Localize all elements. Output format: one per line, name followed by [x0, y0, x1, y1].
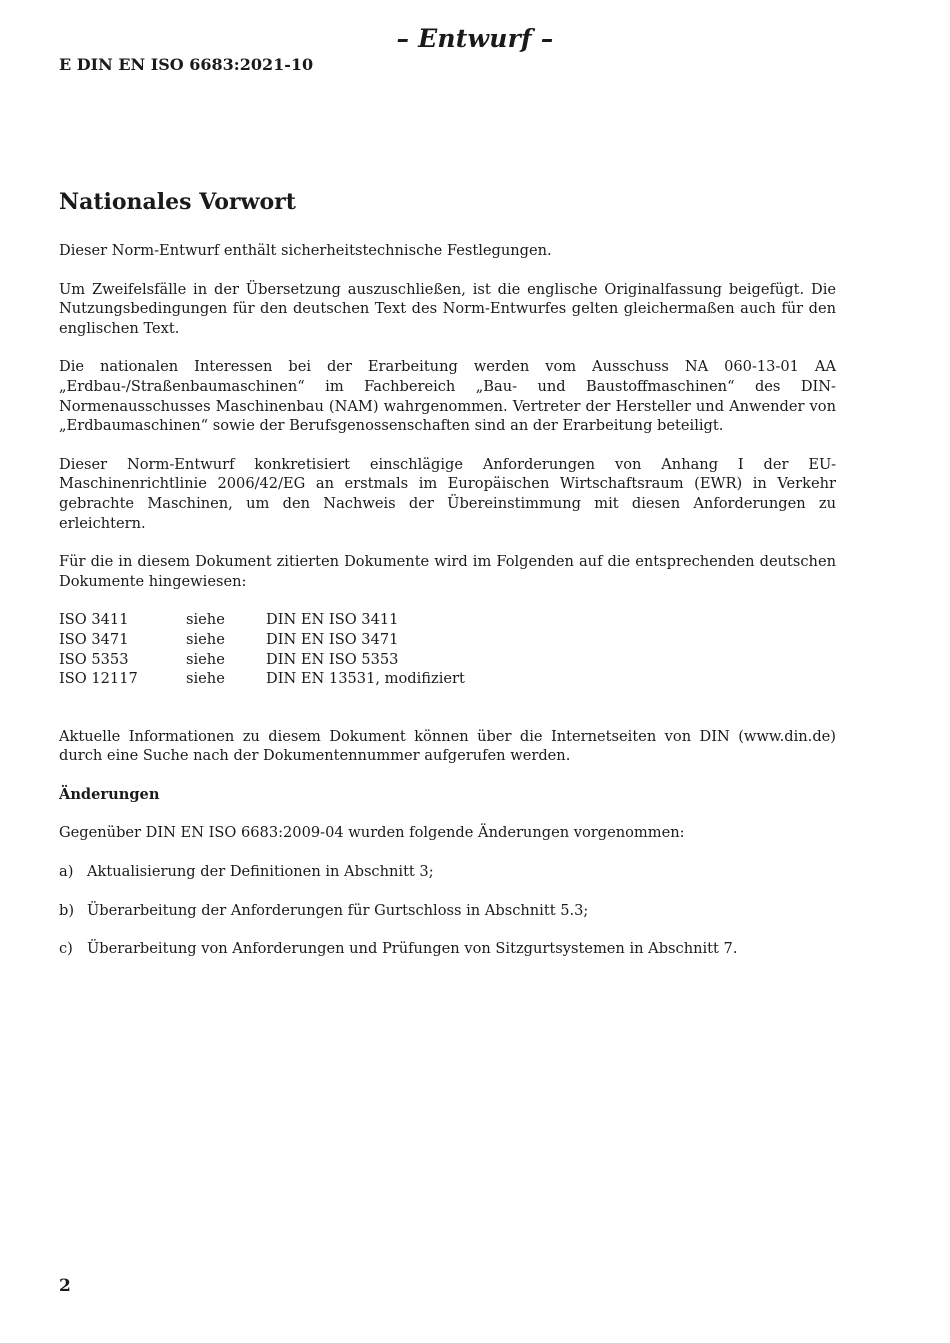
- see-label: siehe: [186, 670, 225, 688]
- reference-table: [59, 610, 836, 688]
- din-reference: DIN EN ISO 3411: [266, 611, 399, 629]
- list-text: Aktualisierung der Definitionen in Abschnitt 3;: [87, 863, 434, 881]
- reference-row: [59, 669, 836, 689]
- list-label: c): [59, 940, 73, 958]
- list-label: b): [59, 901, 75, 919]
- paragraph: Dieser Norm-Entwurf konkretisiert einschlägige Anforderungen von Anhang I der EU-Maschinenrichtlinie 2006/42/EG an erstmals im Europäischen Wirtschaftsraum (EWR) in Verkehr gebrachte Maschinen, um den Nachweis der Übereinstimmung mit diesen Anforderungen zu erleichtern.: [59, 455, 836, 532]
- see-label: siehe: [186, 650, 225, 668]
- iso-reference: ISO 12117: [59, 670, 138, 688]
- changes-heading: Änderungen: [59, 785, 160, 803]
- change-item: [59, 939, 836, 959]
- paragraph: Um Zweifelsfälle in der Übersetzung auszuschließen, ist die englische Originalfassung beigefügt. Die Nutzungsbedingungen für den deutschen Text des Norm-Entwurfes gelten gleichermaßen auch für den englischen Text.: [59, 280, 836, 337]
- changes-intro: Gegenüber DIN EN ISO 6683:2009-04 wurden folgende Änderungen vorgenommen:: [59, 824, 685, 842]
- din-reference: DIN EN ISO 3471: [266, 630, 399, 648]
- change-item: [59, 862, 836, 882]
- list-text: Überarbeitung der Anforderungen für Gurtschloss in Abschnitt 5.3;: [87, 901, 589, 919]
- reference-row: [59, 630, 836, 650]
- change-item: [59, 901, 836, 921]
- see-label: siehe: [186, 630, 225, 648]
- iso-reference: ISO 3411: [59, 611, 129, 629]
- draft-mark: – Entwurf –: [396, 24, 554, 53]
- din-reference: DIN EN 13531, modifiziert: [266, 670, 465, 688]
- paragraph: Dieser Norm-Entwurf enthält sicherheitstechnische Festlegungen.: [59, 242, 552, 259]
- iso-reference: ISO 3471: [59, 630, 129, 648]
- reference-row: [59, 650, 836, 670]
- paragraph: Für die in diesem Dokument zitierten Dokumente wird im Folgenden auf die entsprechenden deutschen Dokumente hingewiesen:: [59, 553, 836, 590]
- list-label: a): [59, 863, 74, 881]
- page-content: [59, 187, 836, 978]
- info-paragraph: Aktuelle Informationen zu diesem Dokument können über die Internetseiten von DIN (www.din.de) durch eine Suche nach der Dokumentennummer aufgerufen werden.: [59, 727, 836, 765]
- din-reference: DIN EN ISO 5353: [266, 650, 399, 668]
- section-title: Nationales Vorwort: [59, 189, 296, 215]
- list-text: Überarbeitung von Anforderungen und Prüfungen von Sitzgurtsystemen in Abschnitt 7.: [87, 940, 738, 958]
- reference-row: [59, 610, 836, 630]
- document-id: E DIN EN ISO 6683:2021-10: [59, 55, 314, 74]
- page-number: 2: [59, 1276, 71, 1296]
- see-label: siehe: [186, 611, 225, 629]
- iso-reference: ISO 5353: [59, 650, 129, 668]
- paragraph: Die nationalen Interessen bei der Erarbeitung werden vom Ausschuss NA 060-13-01 AA „Erdbau-/Straßenbaumaschinen“ im Fachbereich „Bau- und Baustoffmaschinen“ des DIN-Normenausschusses Maschinenbau (NAM) wahrgenommen. Vertreter der Hersteller und Anwender von „Erdbaumaschinen“ sowie der Berufsgenossenschaften sind an der Erarbeitung beteiligt.: [59, 358, 836, 435]
